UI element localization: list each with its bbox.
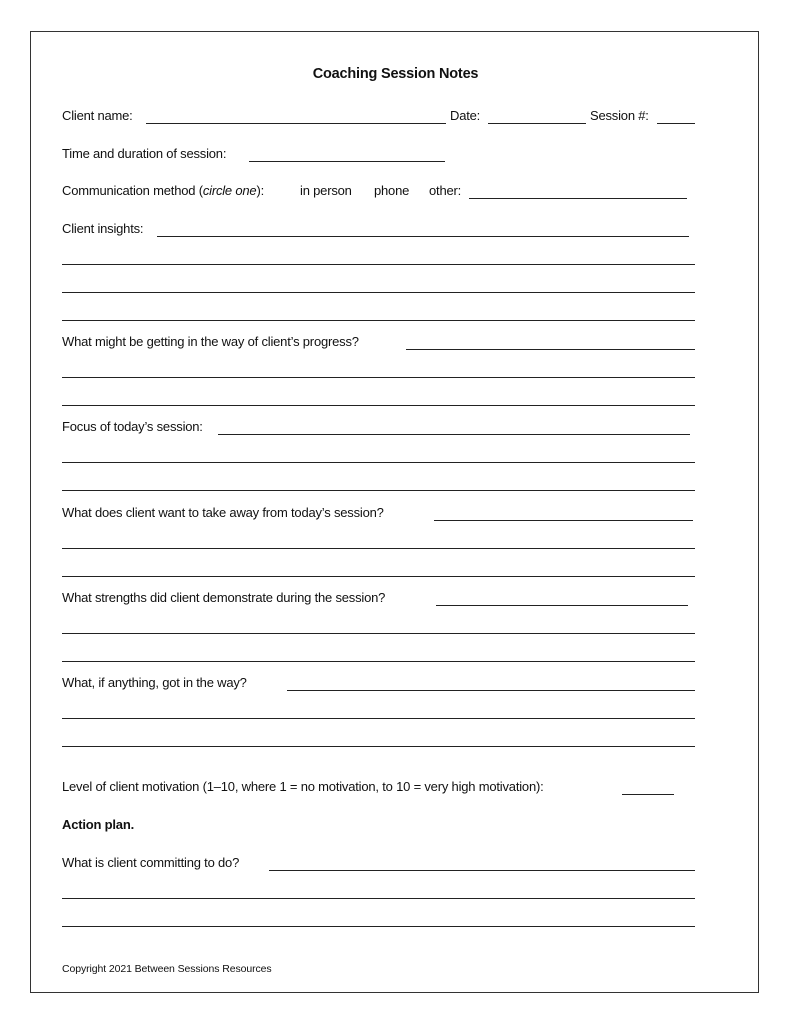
strengths-line-3[interactable] — [62, 661, 695, 662]
focus-field[interactable] — [218, 434, 690, 435]
session-number-field[interactable] — [657, 123, 695, 124]
session-number-label: Session #: — [590, 108, 649, 123]
got-in-way-row — [62, 675, 702, 695]
client-insights-line-3[interactable] — [62, 292, 695, 293]
client-insights-line-2[interactable] — [62, 264, 695, 265]
motivation-field[interactable] — [622, 794, 674, 795]
focus-line-3[interactable] — [62, 490, 695, 491]
action-plan-heading: Action plan. — [62, 817, 134, 832]
takeaway-field[interactable] — [434, 520, 693, 521]
other-method-field[interactable] — [469, 198, 687, 199]
takeaway-row — [62, 505, 702, 525]
got-in-way-field[interactable] — [287, 690, 695, 691]
focus-row — [62, 419, 702, 439]
copyright-footer: Copyright 2021 Between Sessions Resources — [62, 963, 272, 975]
committing-row — [62, 855, 702, 875]
takeaway-label: What does client want to take away from today’s session? — [62, 505, 384, 520]
got-in-way-label: What, if anything, got in the way? — [62, 675, 247, 690]
committing-field[interactable] — [269, 870, 695, 871]
client-name-field[interactable] — [146, 123, 446, 124]
date-label: Date: — [450, 108, 481, 123]
circle-one-instruction: circle one — [202, 183, 257, 198]
progress-barrier-line-2[interactable] — [62, 377, 695, 378]
time-duration-label: Time and duration of session: — [62, 146, 227, 161]
takeaway-line-3[interactable] — [62, 576, 695, 577]
time-row — [62, 146, 702, 166]
client-insights-row — [62, 221, 702, 241]
motivation-label: Level of client motivation (1–10, where 1 = no motivation, to 10 = very high motivation): — [62, 779, 544, 794]
progress-barrier-line-3[interactable] — [62, 405, 695, 406]
client-insights-field[interactable] — [157, 236, 689, 237]
committing-line-2[interactable] — [62, 898, 695, 899]
focus-line-2[interactable] — [62, 462, 695, 463]
got-in-way-line-3[interactable] — [62, 746, 695, 747]
motivation-row — [62, 779, 702, 799]
strengths-line-2[interactable] — [62, 633, 695, 634]
option-phone[interactable]: phone — [374, 183, 410, 198]
progress-barrier-label: What might be getting in the way of client’s progress? — [62, 334, 359, 349]
communication-row — [62, 183, 702, 203]
time-duration-field[interactable] — [249, 161, 445, 162]
committing-label: What is client committing to do? — [62, 855, 240, 870]
page-title: Coaching Session Notes — [312, 66, 479, 82]
focus-label: Focus of today’s session: — [62, 419, 203, 434]
strengths-label: What strengths did client demonstrate during the session? — [62, 590, 386, 605]
header-fields-row — [62, 108, 702, 128]
option-other[interactable]: other: — [429, 183, 462, 198]
option-in-person[interactable]: in person — [300, 183, 352, 198]
strengths-row — [62, 590, 702, 610]
takeaway-line-2[interactable] — [62, 548, 695, 549]
committing-line-3[interactable] — [62, 926, 695, 927]
strengths-field[interactable] — [436, 605, 688, 606]
got-in-way-line-2[interactable] — [62, 718, 695, 719]
client-insights-line-4[interactable] — [62, 320, 695, 321]
action-plan-row — [62, 817, 702, 837]
progress-barrier-field[interactable] — [406, 349, 695, 350]
date-field[interactable] — [488, 123, 586, 124]
client-name-label: Client name: — [62, 108, 133, 123]
client-insights-label: Client insights: — [62, 221, 144, 236]
progress-barrier-row — [62, 334, 702, 354]
communication-label: Communication method (circle one): — [62, 183, 265, 198]
